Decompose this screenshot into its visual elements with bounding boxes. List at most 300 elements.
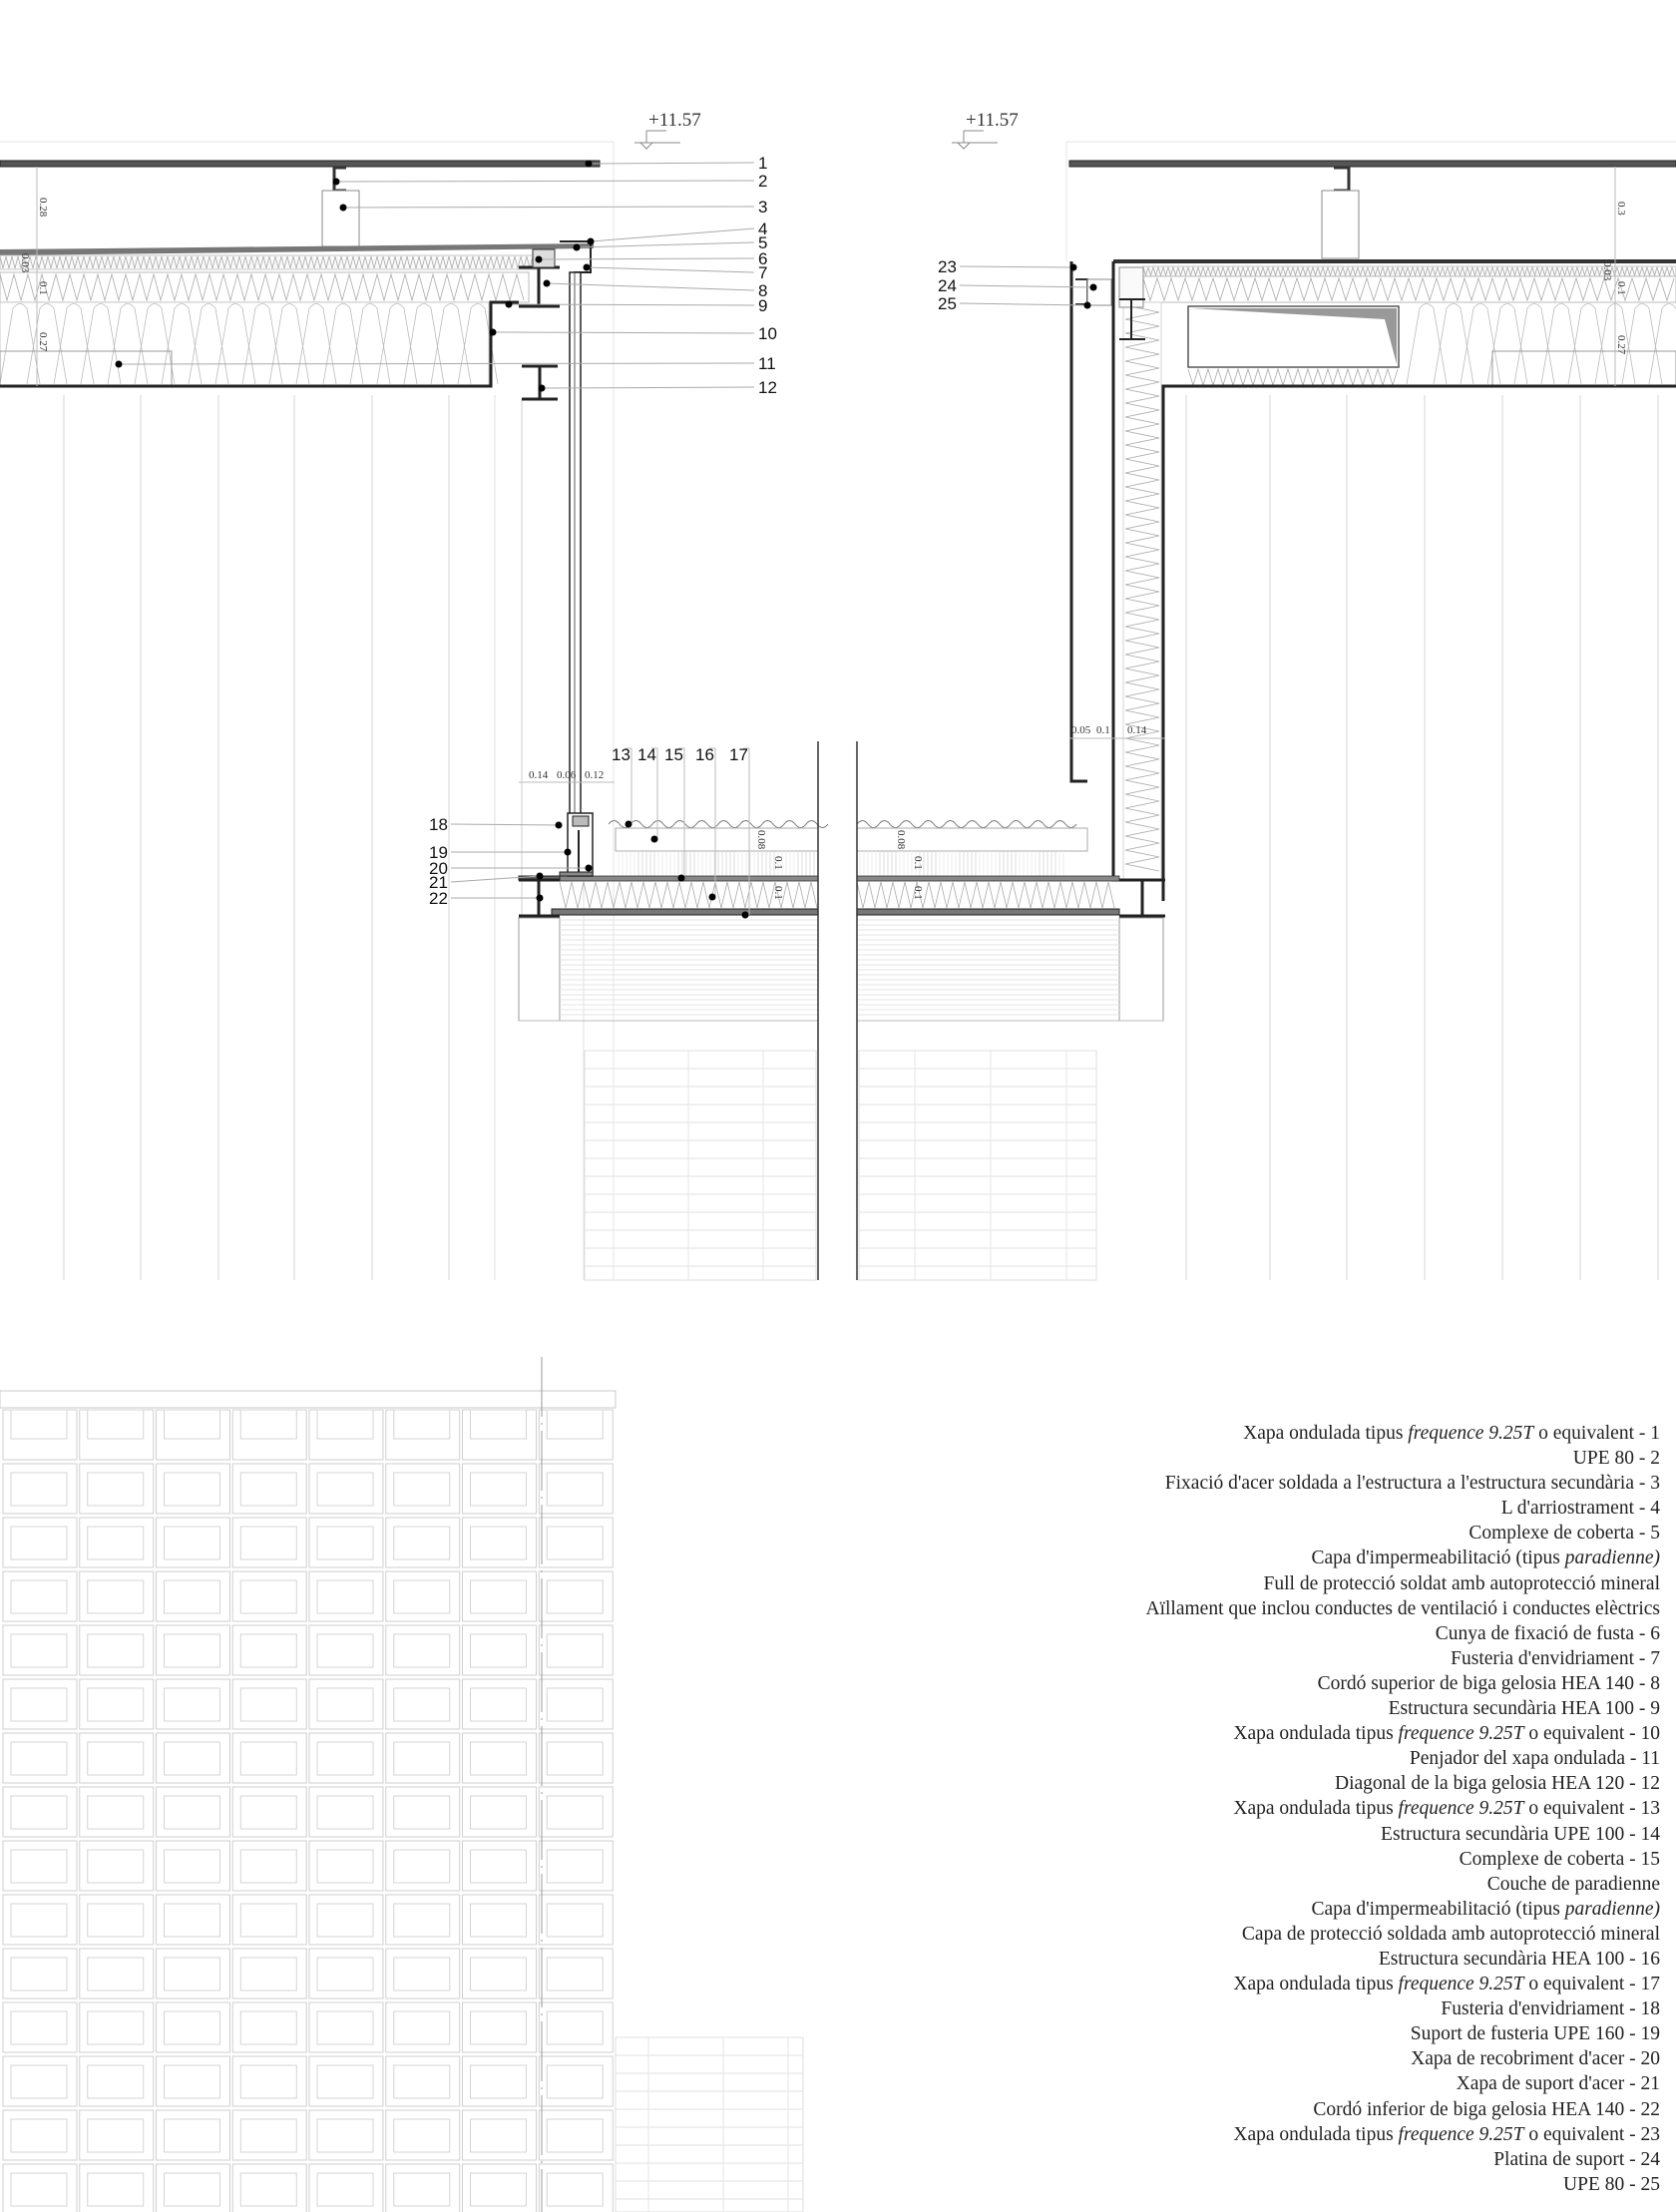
legend-item-text: Cordó inferior de biga gelosia HEA 140 - 22 (1313, 2098, 1660, 2120)
facade-panel-window (165, 1904, 220, 1937)
callout-number-19: 19 (429, 843, 448, 862)
dimension-left-roof-ventilation: 0.27 (37, 332, 49, 352)
legend-item-text: Suport de fusteria UPE 160 - 19 (1410, 2023, 1660, 2045)
facade-panel-window (394, 1527, 450, 1559)
callout-number-9: 9 (758, 296, 768, 315)
callout-number-21: 21 (429, 873, 448, 892)
facade-panel-window (471, 2065, 527, 2098)
steel-fixing-right (1322, 191, 1359, 258)
callout-leader (493, 332, 754, 333)
facade-panel-window (11, 2011, 67, 2044)
facade-panel-window (394, 2119, 450, 2152)
facade-panel-window (88, 1473, 144, 1506)
facade-panel-window (394, 1688, 450, 1721)
callout-number-4: 4 (758, 220, 768, 238)
legend-item-text: Xapa ondulada tipus (1233, 1974, 1399, 1995)
legend-item (762, 1771, 1660, 1796)
facade-panel (232, 1410, 306, 1460)
upe100-secondary-14-right (857, 828, 1087, 851)
legend-item (762, 1446, 1660, 1471)
facade-panel-window (11, 1958, 67, 1991)
lower-block-right (1119, 918, 1163, 1021)
facade-panel (3, 2164, 77, 2212)
facade-panel-window (88, 1742, 144, 1775)
callout-dot (506, 301, 513, 308)
legend-item (762, 1996, 1660, 2021)
facade-panel-window (471, 1580, 527, 1613)
callout-number-8: 8 (758, 281, 768, 300)
legend-item (762, 1972, 1660, 1996)
legend-item-italic-text: frequence 9.25T (1398, 2123, 1524, 2145)
facade-panel-window (547, 1796, 603, 1829)
legend-item-text: Couche de paradienne (1486, 1873, 1660, 1895)
legend-item-text: Complexe de coberta - 5 (1468, 1523, 1660, 1545)
facade-panel-window (317, 1796, 373, 1829)
facade-panel (539, 1410, 613, 1460)
callout-number-11: 11 (758, 354, 776, 373)
callout-dot (586, 865, 593, 872)
legend-item-text: Estructura secundària UPE 100 - 14 (1381, 1823, 1660, 1845)
facade-panel-window (240, 1742, 296, 1775)
legend-item (762, 1621, 1660, 1646)
facade-panel-window (394, 1410, 450, 1439)
callout-dot (1084, 302, 1091, 309)
facade-panel (80, 2164, 154, 2212)
facade-panel-window (317, 1850, 373, 1883)
legend-item-text: Diagonal de la biga gelosia HEA 120 - 12 (1334, 1773, 1660, 1795)
callout-dot (333, 179, 340, 186)
legend-item-text: Cunya de fixació de fusta - 6 (1435, 1622, 1660, 1644)
legend-item (762, 2097, 1660, 2122)
callout-leader (960, 285, 1093, 287)
facade-panel (157, 2164, 230, 2212)
facade-panel-window (394, 1742, 450, 1775)
facade-panel-window (317, 1904, 373, 1937)
legend-item (762, 1471, 1660, 1496)
legend-item-text: o equivalent - 23 (1523, 2123, 1660, 2145)
facade-panel-window (394, 1796, 450, 1829)
legend-item (762, 1696, 1660, 1721)
facade-panel-window (11, 2119, 67, 2152)
facade-panel-window (547, 1958, 603, 1991)
dimension-left-roof-membrane: 0.03 (19, 253, 31, 273)
facade-panel-window (547, 1527, 603, 1559)
facade-panel-window (165, 1580, 220, 1613)
callout-number-16: 16 (695, 745, 714, 764)
facade-panel-window (471, 1527, 527, 1559)
legend-item-text: o equivalent - 17 (1523, 1974, 1660, 1995)
legend-item (762, 2122, 1660, 2147)
dimension-window-1: 0.06 (557, 769, 577, 781)
legend-item-text: Aïllament que inclou conductes de ventilació i conductes elèctrics (1145, 1597, 1660, 1619)
dimension-floor-right-0: 0.08 (895, 830, 907, 850)
facade-panel-window (317, 1688, 373, 1721)
lower-block-left (519, 918, 560, 1021)
facade-panel-window (471, 2119, 527, 2152)
corrugated-sheet-17 (552, 909, 818, 915)
facade-panel-window (394, 1634, 450, 1667)
legend-item-text: Capa d'impermeabilitació (tipus (1311, 1898, 1565, 1920)
brick-wall-right (859, 1051, 1096, 1280)
insulation-batt (1649, 304, 1676, 385)
facade-panel-window (317, 2011, 373, 2044)
callout-dot (565, 849, 572, 856)
callout-dot (536, 256, 543, 263)
legend-item (762, 1596, 1660, 1621)
facade-panel-window (240, 1796, 296, 1829)
facade-panel-window (471, 2011, 527, 2044)
duct-outline (1492, 351, 1676, 386)
hea140-bottom-chord-right (1119, 880, 1165, 916)
facade-panel-window (240, 1634, 296, 1667)
dimension-window-0: 0.14 (529, 769, 549, 781)
legend-item-text: Full de protecció soldat amb autoprotecció mineral (1263, 1572, 1660, 1594)
facade-panel-window (547, 1410, 603, 1439)
facade-top-band (0, 1391, 616, 1408)
legend-item (762, 1646, 1660, 1671)
brick-wall-left (585, 1051, 816, 1280)
callout-leader (343, 207, 754, 208)
callout-leader (960, 266, 1073, 267)
facade-panel-window (547, 1688, 603, 1721)
callout-number-5: 5 (758, 233, 768, 252)
facade-panel-window (88, 2065, 144, 2098)
facade-panel-window (317, 1527, 373, 1559)
facade-panel-window (471, 1958, 527, 1991)
legend-item (762, 2021, 1660, 2046)
callout-number-7: 7 (758, 263, 768, 282)
legend-item-text: Platina de suport - 24 (1493, 2148, 1660, 2170)
facade-panel-window (240, 1904, 296, 1937)
facade-panel-window (11, 1796, 67, 1829)
callout-dot (742, 912, 749, 919)
corrugated-sheet-17-right (857, 909, 1119, 915)
roof-corrugated-sheet-1 (0, 161, 600, 167)
facade-panel (3, 1410, 77, 1460)
legend-item-text: Complexe de coberta - 15 (1459, 1848, 1660, 1870)
legend-item-text: Cordó superior de biga gelosia HEA 140 - 8 (1317, 1672, 1660, 1694)
facade-panel-window (88, 1634, 144, 1667)
materials-legend (762, 1421, 1660, 2197)
facade-panel-window (317, 1958, 373, 1991)
elevation-marker-right: +11.57 (966, 110, 1019, 131)
legend-item-text: o equivalent - 1 (1533, 1423, 1660, 1444)
facade-panel-window (240, 1473, 296, 1506)
hea120-diagonal-12 (522, 366, 558, 399)
legend-item (762, 1847, 1660, 1872)
facade-panel (309, 2164, 383, 2212)
facade-panel-window (165, 1850, 220, 1883)
facade-panel (386, 2164, 460, 2212)
corrugated-sheet-right (1163, 386, 1676, 901)
roof-membrane-5 (0, 243, 594, 255)
facade-panel-window (88, 1688, 144, 1721)
upe80-profile-25 (1075, 279, 1087, 304)
callout-leader (591, 228, 754, 241)
facade-panel (232, 2164, 306, 2212)
callout-dot (651, 836, 658, 843)
facade-panel-window (240, 2119, 296, 2152)
callout-dot (537, 873, 544, 880)
callout-number-3: 3 (758, 198, 768, 217)
facade-panel-window (240, 1958, 296, 1991)
facade-panel-window (394, 1958, 450, 1991)
level-symbol-right (952, 131, 998, 149)
facade-panel-window (471, 2173, 527, 2206)
facade-panel-window (88, 1410, 144, 1439)
facade-panel-window (88, 1904, 144, 1937)
facade-panel-window (11, 1850, 67, 1883)
callout-dot (588, 238, 595, 245)
dimension-wall-1: 0.1 (1096, 724, 1110, 736)
dimension-wall-2: 0.14 (1127, 724, 1147, 736)
facade-panel-window (317, 1634, 373, 1667)
callout-number-23: 23 (938, 257, 957, 276)
facade-panel-window (11, 1688, 67, 1721)
legend-item-text: Fixació d'acer soldada a l'estructura a l'estructura secundària - 3 (1164, 1473, 1660, 1495)
callout-dot (539, 385, 546, 392)
window-profile (573, 816, 589, 826)
legend-item-text: L d'arriostrament - 4 (1500, 1498, 1660, 1520)
facade-panel-window (547, 1904, 603, 1937)
facade-panel-window (88, 1527, 144, 1559)
callout-number-14: 14 (637, 745, 656, 764)
upe80-profile-right (1334, 168, 1349, 191)
legend-item-italic-text: frequence 9.25T (1398, 1723, 1524, 1745)
legend-item-text: o equivalent - 10 (1523, 1723, 1660, 1745)
facade-panel-window (394, 1473, 450, 1506)
callout-dot (1070, 264, 1077, 271)
facade-panel-window (88, 1958, 144, 1991)
legend-item (762, 1822, 1660, 1847)
facade-panel-window (88, 2011, 144, 2044)
facade-panel-window (88, 1796, 144, 1829)
steel-fixing-3 (322, 191, 359, 246)
legend-item-text: Xapa de recobriment d'acer - 20 (1411, 2048, 1660, 2070)
facade-panel-window (165, 1742, 220, 1775)
dimension-right-roof-membrane: 0.03 (1601, 261, 1613, 281)
callout-number-15: 15 (664, 745, 683, 764)
facade-panel-window (317, 1742, 373, 1775)
facade-panel-window (394, 1904, 450, 1937)
facade-panel-window (317, 1473, 373, 1506)
callout-leader (451, 824, 559, 825)
facade-panel-window (11, 1904, 67, 1937)
callout-dot (678, 875, 685, 882)
corrugated-sheet-13-right (857, 821, 1076, 828)
facade-panel-window (471, 1904, 527, 1937)
legend-item (762, 1721, 1660, 1746)
facade-panel-window (165, 1410, 220, 1439)
legend-item (762, 2071, 1660, 2096)
roof-corrugated-sheet-right (1069, 161, 1676, 167)
callout-dot (340, 205, 347, 212)
callout-leader (539, 258, 754, 259)
elevation-marker-left: +11.57 (648, 110, 701, 131)
corrugated-sheet-13 (609, 821, 828, 828)
facade-panel (80, 1410, 154, 1460)
facade-panel (463, 1410, 537, 1460)
callout-number-13: 13 (612, 745, 630, 764)
legend-item (762, 2046, 1660, 2071)
facade-panel-window (471, 1796, 527, 1829)
dimension-wall-0: 0.05 (1071, 724, 1091, 736)
facade-panel-window (547, 2065, 603, 2098)
legend-item (762, 1496, 1660, 1521)
dimension-right-roof-height: 0.3 (1615, 202, 1627, 216)
facade-panel-window (471, 1742, 527, 1775)
facade-panel-window (547, 1634, 603, 1667)
facade-panel-window (317, 1410, 373, 1439)
facade-panel-window (394, 2065, 450, 2098)
callout-leader (678, 748, 684, 878)
facade-panel-window (547, 1580, 603, 1613)
callout-dot (556, 822, 563, 829)
support-plate-24 (1087, 279, 1111, 305)
callout-dot (116, 361, 123, 368)
legend-item (762, 1796, 1660, 1821)
legend-item (762, 1671, 1660, 1696)
legend-item-text: UPE 80 - 25 (1563, 2173, 1660, 2195)
facade-panel-window (240, 1850, 296, 1883)
facade-panel-window (471, 1634, 527, 1667)
legend-item (762, 1521, 1660, 1546)
callout-number-20: 20 (429, 859, 448, 878)
legend-item-text: Xapa de suport d'acer - 21 (1456, 2073, 1660, 2095)
dimension-right-roof-ventilation: 0.27 (1615, 335, 1627, 355)
facade-panel-window (394, 1580, 450, 1613)
legend-item-text: Penjador del xapa ondulada - 11 (1409, 1748, 1660, 1770)
level-symbol-left (634, 131, 680, 149)
callout-dot (586, 161, 593, 168)
facade-panel-window (547, 2173, 603, 2206)
callout-dot (574, 244, 581, 251)
callout-leader (577, 242, 754, 247)
legend-item-italic-text: frequence 9.25T (1398, 1798, 1524, 1820)
facade-panel-window (11, 2173, 67, 2206)
legend-item (762, 1421, 1660, 1446)
facade-panel-window (11, 1580, 67, 1613)
facade-panel-window (547, 1742, 603, 1775)
callout-leader (960, 303, 1087, 305)
facade-panel-window (240, 1580, 296, 1613)
corrugated-sheet-23 (1071, 261, 1087, 781)
facade-panel (309, 1410, 383, 1460)
legend-item (762, 1922, 1660, 1947)
legend-item (762, 1571, 1660, 1596)
facade-panel-window (165, 2065, 220, 2098)
facade-panel-window (240, 2065, 296, 2098)
facade-panel-window (165, 2119, 220, 2152)
facade-panel-window (11, 1527, 67, 1559)
facade-panel (539, 2164, 613, 2212)
facade-panel-window (317, 2065, 373, 2098)
facade-panel-window (165, 1634, 220, 1667)
legend-item (762, 2147, 1660, 2172)
facade-panel-window (394, 2173, 450, 2206)
facade-panel-window (317, 2173, 373, 2206)
legend-item-text: Xapa ondulada tipus (1233, 1798, 1399, 1820)
callout-dot (537, 895, 544, 902)
legend-item-text: Estructura secundària HEA 100 - 16 (1378, 1948, 1660, 1970)
legend-item-text: Capa d'impermeabilitació (tipus (1311, 1548, 1565, 1569)
dimension-floor-right-1: 0.1 (912, 856, 924, 870)
facade-panel-window (88, 2173, 144, 2206)
facade-panel-window (165, 2011, 220, 2044)
facade-panel-window (471, 1410, 527, 1439)
legend-item (762, 1897, 1660, 1922)
facade-panel-window (471, 1473, 527, 1506)
legend-item (762, 1546, 1660, 1570)
callout-number-10: 10 (758, 324, 777, 343)
legend-item-text: Fusteria d'envidriament - 7 (1451, 1647, 1660, 1669)
steel-cover-plate-20 (560, 872, 593, 876)
legend-item-italic-text: paradienne) (1564, 1548, 1660, 1569)
callout-number-18: 18 (429, 815, 448, 834)
callout-number-24: 24 (938, 276, 957, 295)
legend-item (762, 1746, 1660, 1771)
facade-panel-window (88, 1850, 144, 1883)
facade-panel-window (471, 1850, 527, 1883)
facade-panel-window (240, 1410, 296, 1439)
facade-panel-window (88, 2119, 144, 2152)
legend-item-italic-text: frequence 9.25T (1398, 1974, 1524, 1995)
facade-panel (463, 2164, 537, 2212)
facade-panel-window (317, 1580, 373, 1613)
legend-item-text: o equivalent - 13 (1523, 1798, 1660, 1820)
facade-panel-window (165, 1527, 220, 1559)
facade-panel-window (547, 1850, 603, 1883)
dimension-floor-left-0: 0.08 (755, 830, 767, 850)
legend-item-text: UPE 80 - 2 (1572, 1448, 1660, 1470)
legend-item-text: Estructura secundària HEA 100 - 9 (1388, 1698, 1660, 1720)
facade-panel-window (547, 2119, 603, 2152)
facade-panel-window (165, 1796, 220, 1829)
facade-panel-window (394, 1850, 450, 1883)
legend-item-text: Xapa ondulada tipus (1233, 1723, 1399, 1745)
callout-number-22: 22 (429, 889, 448, 908)
dimension-window-2: 0.12 (585, 769, 605, 781)
callout-dot (544, 280, 551, 287)
facade-panel-window (88, 1580, 144, 1613)
callout-number-2: 2 (758, 172, 768, 191)
callout-dot (626, 821, 632, 828)
insulation-hatch (857, 882, 1114, 908)
dimension-left-roof-height: 0.28 (37, 198, 49, 218)
legend-item (762, 2172, 1660, 2197)
callout-leader (587, 267, 754, 272)
facade-panel-window (240, 2173, 296, 2206)
dimension-floor-left-1: 0.1 (772, 856, 784, 870)
legend-item-text: Capa de protecció soldada amb autoprotecció mineral (1241, 1923, 1660, 1945)
facade-panel-window (547, 1473, 603, 1506)
facade-panel-window (165, 1958, 220, 1991)
facade-panel-window (11, 1473, 67, 1506)
callout-dot (709, 894, 716, 901)
dimension-right-roof-insulation: 0.1 (1615, 281, 1627, 295)
legend-item-text: Xapa ondulada tipus (1233, 2123, 1399, 2145)
callout-number-12: 12 (758, 378, 777, 397)
insulation-hatch (1188, 369, 1398, 385)
legend-item-italic-text: frequence 9.25T (1408, 1423, 1534, 1444)
facade-panel (157, 1410, 230, 1460)
dimension-floor-left-2: 0.1 (772, 886, 784, 900)
facade-panel (386, 1410, 460, 1460)
facade-panel-window (317, 2119, 373, 2152)
callout-dot (584, 264, 591, 271)
callout-number-25: 25 (938, 294, 957, 313)
facade-panel-window (240, 1527, 296, 1559)
